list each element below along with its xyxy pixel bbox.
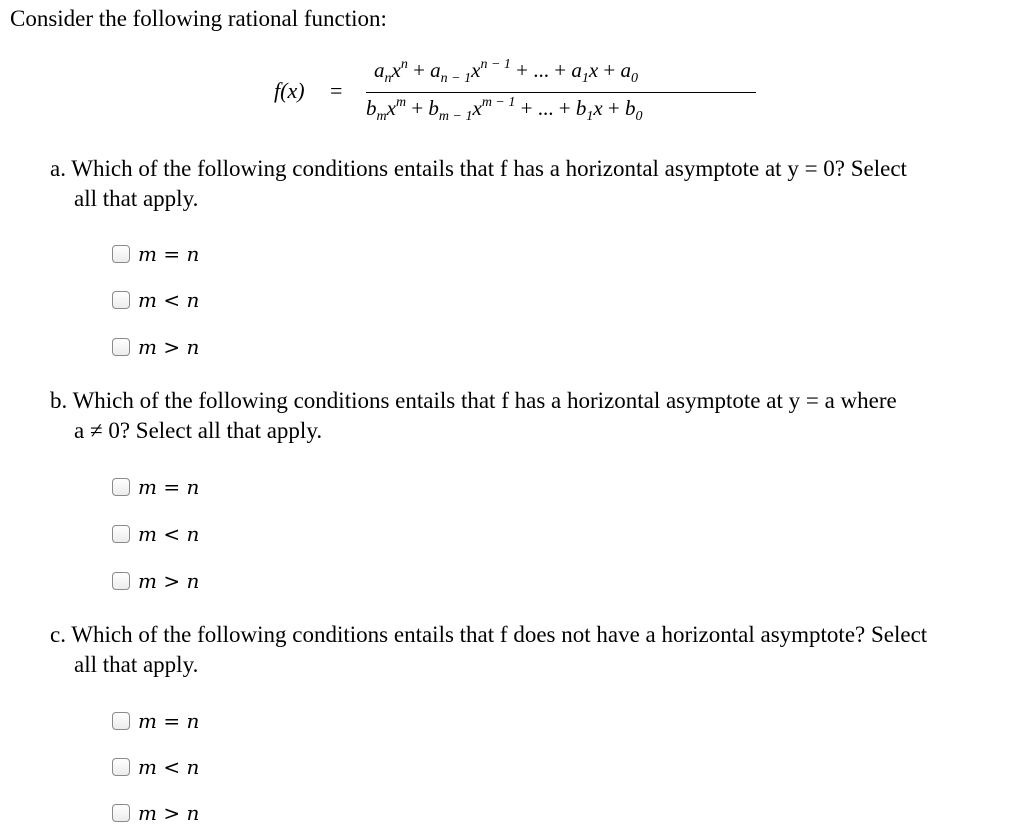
- question-c-line2: all that apply.: [74, 652, 199, 677]
- checkbox[interactable]: [112, 338, 130, 356]
- question-a-line1: a. Which of the following conditions entails that f has a horizontal asymptote at y = 0? Select: [50, 156, 907, 181]
- checkbox[interactable]: [112, 245, 130, 263]
- question-c: [50, 620, 1010, 680]
- question-a-option-1[interactable]: [112, 242, 199, 266]
- option-label: m > n: [138, 569, 200, 593]
- question-b-line1: b. Which of the following conditions entails that f has a horizontal asymptote at y = a where: [50, 388, 897, 413]
- checkbox[interactable]: [112, 478, 130, 496]
- question-a-line2: all that apply.: [74, 186, 199, 211]
- option-label: m > n: [138, 801, 200, 825]
- checkbox[interactable]: [112, 525, 130, 543]
- formula-equals: =: [330, 78, 343, 103]
- formula-numerator: $a_nx^n + a_{n - 1}x^{n - 1}$ + ... + $a_1x + a_0$: [374, 57, 639, 86]
- intro-text: Consider the following rational function:: [10, 6, 387, 31]
- question-a-option-2[interactable]: [112, 288, 199, 312]
- option-label: m = n: [138, 475, 200, 499]
- question-b-option-3[interactable]: [112, 569, 199, 593]
- formula-lhs: f(x): [274, 78, 305, 103]
- option-label: m > n: [138, 335, 200, 359]
- question-a-option-3[interactable]: [112, 335, 199, 359]
- checkbox[interactable]: [112, 291, 130, 309]
- question-c-line1: c. Which of the following conditions entails that f does not have a horizontal asymptote? Select: [50, 622, 928, 647]
- question-b: [50, 386, 1010, 446]
- option-label: m < n: [138, 522, 200, 546]
- question-b-line2: a ≠ 0? Select all that apply.: [74, 418, 323, 443]
- question-c-option-1[interactable]: [112, 709, 199, 733]
- question-c-option-2[interactable]: [112, 755, 199, 779]
- checkbox[interactable]: [112, 758, 130, 776]
- checkbox[interactable]: [112, 572, 130, 590]
- option-label: m = n: [138, 709, 200, 733]
- checkbox[interactable]: [112, 804, 130, 822]
- question-b-option-2[interactable]: [112, 522, 199, 546]
- option-label: m = n: [138, 242, 200, 266]
- fraction-bar: [366, 92, 756, 93]
- question-a: [50, 154, 1010, 214]
- checkbox[interactable]: [112, 712, 130, 730]
- option-label: m < n: [138, 755, 200, 779]
- rational-function-formula: [274, 56, 774, 126]
- formula-denominator: $b_mx^m + b_{m - 1}x^{m - 1}$ + ... + $b_1x + b_0$: [366, 95, 643, 124]
- option-label: m < n: [138, 288, 200, 312]
- question-b-option-1[interactable]: [112, 475, 199, 499]
- question-c-option-3[interactable]: [112, 801, 199, 825]
